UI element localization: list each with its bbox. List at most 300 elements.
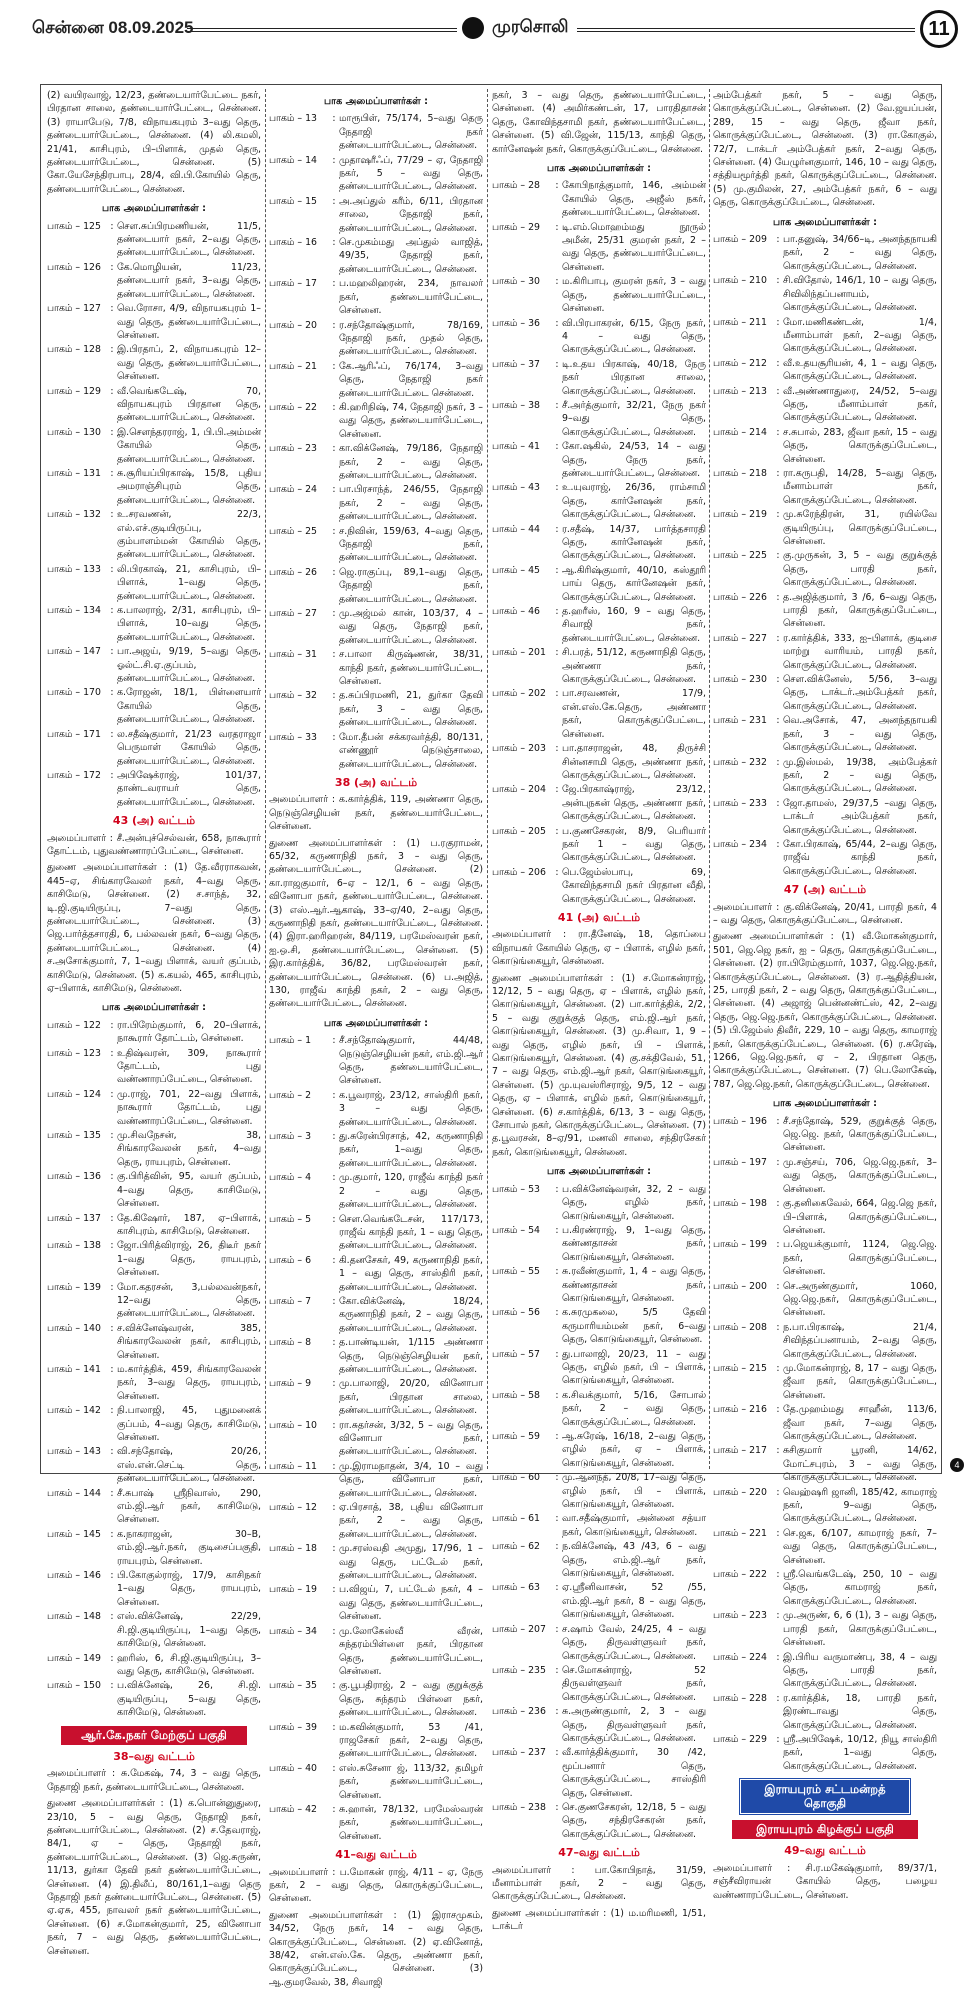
separator: :	[110, 1130, 114, 1142]
member-address: ப.ஜெயக்குமார், 1124, ஜெ.ஜெ. நகர், கொருக்குப்பேட்டை, சென்னை.	[783, 1239, 937, 1278]
part-number: பாகம் – 137	[47, 1212, 101, 1224]
member-address: ஜோ.பிரித்விராஜ், 26, திடீர் நகர் 1–வது தெரு, ராயபுரம், சென்னை.	[117, 1240, 261, 1279]
separator: :	[332, 1721, 336, 1733]
separator: :	[776, 838, 780, 850]
list-item	[269, 1460, 483, 1500]
part-number: பாகம் – 222	[713, 1569, 767, 1581]
member-address: மோ.மணிகண்டன், 1/4, மீனாம்பாள் நகர், 2–வது தெரு, கொருக்குப்பேட்டை, சென்னை.	[783, 316, 937, 355]
list-item	[713, 1486, 937, 1526]
part-number: பாகம் – 217	[713, 1445, 767, 1457]
part-number: பாகம் – 211	[713, 316, 767, 328]
ward-heading: 47–வது வட்டம்	[558, 1846, 640, 1860]
separator: :	[555, 1513, 559, 1525]
separator: :	[555, 441, 559, 453]
part-number: பாகம் – 219	[713, 509, 767, 521]
part-number: பாகம் – 42	[269, 1803, 317, 1815]
separator: :	[776, 1239, 780, 1251]
separator: :	[555, 1747, 559, 1759]
entry-list	[269, 1034, 483, 1843]
member-address: ர.சதீஷ், 14/37, பார்த்தசாரதி தெரு, கார்னேஷன் நகர், கொருக்குப்பேட்டை, சென்னை.	[562, 523, 706, 562]
section-heading: பாக அமைப்பாளர்கள் :	[772, 216, 878, 228]
part-number: பாகம் – 133	[47, 563, 101, 575]
member-address: கே.மொழியன், 11/23, தண்டையார் நகர், 3–வது தெரு, தண்டையார்பேட்டை, சென்னை.	[117, 261, 261, 300]
separator: :	[555, 1224, 559, 1236]
member-address: மாரூபிள், 75/174, 5–வது தெரு நேதாஜி நகர் தண்டையார்பேட்டை, சென்னை.	[339, 113, 483, 152]
separator: :	[110, 344, 114, 356]
part-number: பாகம் – 12	[269, 1502, 317, 1514]
member-address: ல.சதீஷ்குமார், 21/23 வரதராஜா பெருமாள் கோயில் தெரு, தண்டையார்பேட்டை, சென்னை.	[117, 728, 261, 767]
list-item	[492, 179, 706, 219]
part-number: பாகம் – 59	[492, 1431, 540, 1442]
member-address: ப.விக்னேஷ்வரன், 32, 2 – வது தெரு, எழில் நகர், கொடுங்கையூர், சென்னை.	[562, 1183, 706, 1222]
separator: :	[110, 509, 114, 521]
member-address: மு.சரஸ்வதி அமுது, 17/96, 1 – வது தெரு, பட்டேல் நகர், தண்டையார்பேட்டை, சென்னை.	[339, 1543, 483, 1582]
list-item	[492, 1581, 706, 1621]
separator: :	[776, 467, 780, 479]
list-item	[492, 1471, 706, 1511]
section-heading: பாக அமைப்பாளர்கள் :	[323, 1017, 429, 1029]
part-number: பாகம் – 131	[47, 467, 101, 479]
list-item	[492, 1306, 706, 1346]
list-item	[492, 399, 706, 439]
separator: :	[332, 1131, 336, 1143]
member-address: டி.எம்.மொஹம்மது நூருல் அமீன், 25/31 குமரன் நகர், 2 – வது தெரு, தண்டையார்பேட்டை, சென்னை.	[562, 221, 706, 273]
separator: :	[776, 426, 780, 438]
separator: :	[110, 467, 114, 479]
list-item	[713, 1444, 937, 1484]
member-address: கோபிநாத்குமார், 146, அம்மன் கோயில் தெரு, அஜீஸ் நகர், தண்டையார்பேட்டை, சென்னை.	[562, 180, 706, 219]
part-number: பாகம் – 46	[492, 606, 540, 618]
part-number: பாகம் – 26	[269, 566, 317, 578]
member-address: சௌ.சுப்பிரமணியன், 11/5, தண்டையார் நகர், 2–வது தெரு, தண்டையார்பேட்டை, சென்னை.	[117, 220, 261, 259]
member-address: பா.தாசராஜன், 48, திருச்சி சின்னசாமி தெரு, அண்ணா நகர், கொருக்குப்பேட்டை, சென்னை.	[562, 743, 706, 781]
member-address: மு.சுரேந்திரன், 31, ரயில்வே குடியிருப்பு, கொருக்குப்பேட்டை, சென்னை.	[783, 509, 937, 547]
part-number: பாகம் – 122	[47, 1019, 101, 1031]
part-number: பாகம் – 16	[269, 237, 317, 249]
column-2	[269, 89, 483, 1988]
member-address: பா.பிரசாந்த், 246/55, நேதாஜி நகர், 2 – வது தெரு, தண்டையார்பேட்டை, சென்னை.	[339, 484, 483, 523]
member-address: மு.மோகன்ராஜ், 8, 17 – வது தெரு, ஜீவா நகர், கொருக்குப்பேட்டை, சென்னை.	[783, 1362, 937, 1401]
member-address: சுசிகுமார் பூரனி, 14/62, மோட்சபுரம், 3 – வது தெரு, கொருக்குப்பேட்டை, சென்னை.	[783, 1445, 937, 1484]
date-line: சென்னை 08.09.2025	[32, 18, 194, 37]
list-item	[492, 646, 706, 686]
list-item	[713, 1568, 937, 1608]
part-number: பாகம் – 238	[492, 1801, 546, 1813]
member-address: ச.நிவின், 159/63, 4–வது தெரு, நேதாஜி நகர், தண்டையார்பேட்டை, சென்னை.	[339, 525, 483, 564]
list-item	[47, 1652, 261, 1679]
separator: :	[555, 688, 559, 700]
member-address: ந.பா.பிரகாஷ், 21/4, சிவிந்தப்பனாயம், 2–வது தெரு, கொருக்குப்பேட்டை, சென்னை.	[783, 1321, 937, 1360]
part-number: பாகம் – 34	[269, 1625, 317, 1637]
separator: :	[776, 715, 780, 727]
ward-heading: 38 (அ) வட்டம்	[334, 775, 418, 789]
list-item	[269, 236, 483, 276]
list-item	[269, 483, 483, 523]
member-address: மு.அஜ்மல் கான், 103/37, 4 – வது தெரு, நேதாஜி நகர், தண்டையார்பேட்டை, சென்னை.	[339, 608, 483, 646]
member-address: மோ.கதரசன், 3,பல்லவன்நகர், 12–வது தெரு, தண்டையார்பேட்டை, சென்னை.	[117, 1281, 261, 1320]
list-item	[492, 317, 706, 357]
part-number: பாகம் – 24	[269, 484, 317, 496]
list-item	[47, 1281, 261, 1321]
separator: :	[555, 1348, 559, 1360]
separator: :	[776, 509, 780, 521]
part-number: பாகம் – 6	[269, 1254, 312, 1266]
part-number: பாகம் – 7	[269, 1295, 312, 1307]
separator: :	[776, 591, 780, 603]
list-item	[492, 687, 706, 741]
member-address: மு.சஞ்சய், 706, ஜெ.ஜெ.நகர், 3–வது தெரு, கொருக்குப்பேட்டை, சென்னை.	[783, 1156, 937, 1195]
separator: :	[110, 1322, 114, 1334]
separator: :	[110, 1281, 114, 1293]
list-item	[269, 1762, 483, 1802]
column-1	[47, 89, 261, 1957]
member-address: வெ.அசோக், 47, அனந்தநாயகி நகர், 3 – வது தெரு, கொருக்குப்பேட்டை, சென்னை.	[783, 715, 937, 754]
separator: :	[110, 1405, 114, 1417]
page-number: 11	[920, 10, 958, 48]
list-item	[492, 1705, 706, 1745]
list-item	[269, 731, 483, 771]
member-address: செ.முகம்மது அப்துல் வாஜித், 49/35, நேதாஜி நகர், தண்டையார்பேட்டை, சென்னை.	[339, 237, 483, 275]
list-item	[713, 549, 937, 589]
list-item	[269, 1419, 483, 1459]
part-number: பாகம் – 63	[492, 1582, 540, 1594]
separator: :	[776, 674, 780, 686]
list-item	[492, 275, 706, 315]
continued-paragraph: (2) வயிரவாஜ், 12/23, தண்டையார்பேட்டை நகர், பிரதான சாலை, தண்டையார்பேட்டை, சென்னை. (3) ராயாபேடு, 7/8, விநாயகபுரம் 3–வது தெரு, தண்டையார்பேட்டை, சென்னை. (4) லி.கமலி, 21/41, காசிபுரம், பி–பிளாக், முதல் தெரு, தண்டையார்பேட்டை, சென்னை. (5) கோ.யேசேந்திரபாபு, 28/4, வி.பி.கோயில் தெரு, தண்டையார்பேட்டை, சென்னை.	[47, 90, 261, 195]
part-number: பாகம் – 30	[492, 276, 540, 288]
separator: :	[332, 1625, 336, 1637]
deputy-organisers: துணை அமைப்பாளர்கள் : (1) வீ.மோகன்குமார், 501, ஜெ.ஜெ நகர், ஐ – தெரு, கொருக்குப்பேட்டை, சென்னை. (2) ரா.பிரேம்குமார், 1037, ஜெ.ஜெ.நகர், கொருக்குப்பேட்டை, சென்னை. (3) ர.ஆதித்தியன், 25, பாரதி நகர், 2 – வது தெரு, கொருக்குப்பேட்டை, சென்னை. (4) அஜாஜ் பென்னண்ட்ஸ், 42, 2–வது தெரு, ஜெ.ஜெ.நகர், கொருக்குப்பேட்டை, சென்னை. (5) பி.ஜேம்ஸ் திவீர், 229, 10 – வது தெரு, காமராஜ் நகர், கொருக்குப்பேட்டை, சென்னை. (6) ர.சுரேஷ், 1266, ஜெ.ஜெ.நகர், ஏ – 2, பிரதான தெரு, கொருக்குப்பேட்டை, சென்னை. (7) பெ.லோகேஷ், 787, ஜெ.ஜெ.நகர், கொருக்குப்பேட்டை, சென்னை.	[713, 931, 937, 1090]
part-number: பாகம் – 2	[269, 1089, 312, 1101]
list-item	[713, 756, 937, 796]
separator: :	[332, 1254, 336, 1266]
separator: :	[776, 1198, 780, 1210]
separator: :	[110, 1363, 114, 1375]
part-number: பாகம் – 21	[269, 360, 317, 372]
separator: :	[332, 1762, 336, 1774]
list-item	[269, 1721, 483, 1761]
part-number: பாகம் – 127	[47, 303, 101, 315]
rising-sun-logo-icon	[462, 17, 484, 39]
list-item	[269, 442, 483, 482]
separator: :	[110, 220, 114, 232]
list-item	[713, 1197, 937, 1237]
list-item	[47, 1404, 261, 1444]
member-address: பா.தனுஷ், 34/66–டி, அனந்தநாயகி நகர், 2 – வது தெரு, கொருக்குப்பேட்டை, சென்னை.	[783, 234, 937, 272]
separator: :	[776, 1610, 780, 1622]
separator: :	[332, 154, 336, 166]
part-number: பாகம் – 123	[47, 1047, 101, 1059]
part-number: பாகம் – 14	[269, 154, 317, 166]
member-address: ச.சுபால், 283, ஜீவா நகர், 15 – வது தெரு, கொருக்குப்பேட்டை, சென்னை.	[783, 426, 937, 465]
separator: :	[110, 1171, 114, 1183]
separator: :	[555, 221, 559, 233]
member-address: சௌ.வெங்கடேசன், 117/173, ராஜீவ் காந்தி நகர், 1 – வது தெரு, தண்டையார்பேட்டை, சென்னை.	[339, 1213, 483, 1252]
part-number: பாகம் – 208	[713, 1321, 767, 1333]
list-item	[47, 769, 261, 809]
member-address: ந.விக்னேஷ், 43 /43, 6 – வது தெரு, எம்.ஜி.ஆர் நகர், கொடுங்கையூர், சென்னை.	[562, 1541, 706, 1580]
member-address: மு.இஸ்மல், 19/38, அம்பேத்கர் நகர், 2 – வது தெரு, கொருக்குப்பேட்டை, சென்னை.	[783, 756, 937, 795]
separator: :	[332, 690, 336, 702]
member-address: இ.பிரதாப், 2, விநாயகபுரம் 12–வது தெரு, தண்டையார்பேட்டை, சென்னை.	[117, 344, 261, 383]
entry-list	[492, 1183, 706, 1842]
separator: :	[110, 385, 114, 397]
list-item	[269, 1625, 483, 1679]
list-item	[713, 1527, 937, 1567]
entry-list	[47, 220, 261, 809]
part-number: பாகம் – 228	[713, 1692, 767, 1704]
separator: :	[555, 1472, 559, 1484]
separator: :	[332, 278, 336, 290]
list-item	[269, 648, 483, 688]
entry-list	[47, 1019, 261, 1720]
member-address: லி.பிரகாஷ், 21, காசிபுரம், பி–பிளாக், 1–வது தெரு, தண்டையார்பேட்டை, சென்னை.	[117, 563, 261, 602]
part-number: பாகம் – 205	[492, 825, 546, 837]
separator: :	[555, 1307, 559, 1319]
member-address: ப.கிரண்ராஜ், 9, 1–வது தெரு, கண்ணதாசன் நகர், கொடுங்கையூர், சென்னை.	[562, 1224, 706, 1263]
member-address: ச.பாலா கிருஷ்ணன், 38/31, காந்தி நகர், தண்டையார்பேட்டை, சென்னை.	[339, 649, 483, 688]
separator: :	[332, 1502, 336, 1514]
separator: :	[332, 1172, 336, 1184]
part-number: பாகம் – 4	[269, 1172, 312, 1184]
list-item	[269, 360, 483, 400]
list-item	[47, 508, 261, 562]
separator: :	[332, 1337, 336, 1349]
member-address: ம.கார்த்திக், 459, சிங்காரவேலன் நகர், 3–வது தெரு, ராயபுரம், சென்னை.	[117, 1363, 261, 1402]
part-number: பாகம் – 234	[713, 838, 767, 850]
entry-list	[492, 179, 706, 906]
separator: :	[776, 756, 780, 768]
member-address: சீ.சந்தோஷ், 529, குறுக்குத் தெரு, ஜெ.ஜெ. நகர், கொருக்குப்பேட்டை, சென்னை.	[783, 1115, 937, 1154]
part-number: பாகம் – 41	[492, 441, 540, 453]
part-number: பாகம் – 172	[47, 769, 101, 781]
member-address: ஆ.கிரிஷ்குமார், 40/10, கஸ்தூரி பாய் தெரு, கார்னேஷன் நகர், கொருக்குப்பேட்டை, சென்னை.	[562, 564, 706, 603]
organiser-line: அமைப்பாளர் : கு.விக்னேஷ், 20/41, பாரதி நகர், 4 – வது தெரு, கொருக்குப்பேட்டை, சென்னை.	[713, 901, 937, 926]
list-item	[269, 1336, 483, 1376]
list-item	[713, 1321, 937, 1361]
list-item	[713, 1280, 937, 1320]
part-number: பாகம் – 142	[47, 1405, 101, 1417]
separator: :	[776, 1651, 780, 1663]
member-address: சு.ரவீண்குமார், 1, 4 – வது தெரு, கண்ணதாசன் நகர், கொடுங்கையூர், சென்னை.	[562, 1266, 706, 1304]
list-item	[492, 1183, 706, 1223]
list-item	[47, 1569, 261, 1609]
list-item	[269, 566, 483, 606]
part-number: பாகம் – 146	[47, 1570, 101, 1582]
separator: :	[776, 385, 780, 397]
part-number: பாகம் – 203	[492, 743, 546, 755]
separator: :	[110, 1446, 114, 1458]
list-item	[269, 319, 483, 359]
list-item	[269, 154, 483, 194]
member-address: வீ.வெங்கடேஷ், 70, விநாயகபுரம் பிரதான தெரு, தண்டையார்பேட்டை, சென்னை.	[117, 385, 261, 424]
member-address: ச.ஷாம் வேல், 24/25, 4 – வது தெரு, திருவள்ளுவர் நகர், கொருக்குப்பேட்டை, சென்னை.	[562, 1623, 706, 1662]
member-address: ச.விக்னேஷ்வரன், 385, சிங்காரவேலன் நகர், காசிபுரம், சென்னை.	[117, 1322, 261, 1361]
member-address: ர.கார்த்திக், 18, பாரதி நகர், இரண்டாவது தெரு, கொருக்குப்பேட்டை, சென்னை.	[783, 1692, 937, 1731]
masthead	[22, 10, 962, 58]
part-number: பாகம் – 207	[492, 1623, 546, 1635]
list-item	[47, 1679, 261, 1719]
list-item	[713, 632, 937, 672]
ward-heading: 47 (அ) வட்டம்	[783, 883, 867, 897]
member-address: மு.இராமநாதன், 3/4, 10 – வது தெரு, வினோபா நகர், தண்டையார்பேட்டை, சென்னை.	[339, 1460, 483, 1499]
list-item	[47, 728, 261, 768]
member-address: மோ.தீபன் சக்கரவர்த்தி, 80/131, எண்ணூர் நெடுஞ்சாலை, தண்டையார்பேட்டை, சென்னை.	[339, 731, 483, 770]
list-item	[47, 645, 261, 685]
list-item	[713, 591, 937, 631]
part-number: பாகம் – 221	[713, 1527, 767, 1539]
column-3	[492, 89, 706, 1933]
member-address: நி.பாலாஜி, 45, புதுமனைக் குப்பம், 4–வது தெரு, காசிமேடு, சென்னை.	[117, 1405, 261, 1443]
separator: :	[110, 303, 114, 315]
separator: :	[776, 1733, 780, 1745]
separator: :	[332, 608, 336, 620]
member-address: க.சுரமுகலை, 5/5 தேவி கருமாரியம்மன் நகர், 6–வது தெரு, கொடுங்கையூர், சென்னை.	[562, 1307, 706, 1346]
member-address: கு.முருகன், 3, 5 – வது குறுக்குத் தெரு, பாரதி நகர், கொருக்குப்பேட்டை, சென்னை.	[783, 550, 937, 589]
separator: :	[332, 113, 336, 125]
member-address: ஏ.ஸ்ரீனிவாசன், 52 /55, எம்.ஜி.ஆர் நகர், 8 – வது தெரு, கொடுங்கையூர், சென்னை.	[562, 1582, 706, 1621]
list-item	[492, 1389, 706, 1429]
organiser-line: அமைப்பாளர் : பா.கோபிநாத், 31/59, மீனாம்பாள் நகர், 2 – வது தெரு, கொருக்குப்பேட்டை, சென்னை.	[492, 1864, 706, 1903]
part-number: பாகம் – 38	[492, 399, 540, 411]
separator: :	[776, 1527, 780, 1539]
part-number: பாகம் – 126	[47, 261, 101, 273]
separator: :	[776, 797, 780, 809]
member-address: இ.பிரிய வருமாண்பு, 38, 4 – வது தெரு, பாரதி நகர், கொருக்குப்பேட்டை, சென்னை.	[783, 1651, 937, 1690]
member-address: ஜெ.ராகுப்பு, 89,1–வது தெரு, நேதாஜி நகர், தண்டையார்பேட்டை, சென்னை.	[339, 566, 483, 605]
part-number: பாகம் – 212	[713, 357, 767, 369]
separator: :	[555, 743, 559, 755]
part-number: பாகம் – 204	[492, 784, 546, 796]
member-address: அ.அப்துல் கரீம், 6/11, பிரதான சாலை, நேதாஜி நகர், தண்டையார்பேட்டை, சென்னை.	[339, 195, 483, 234]
ward-heading: 38–வது வட்டம்	[113, 1749, 195, 1763]
part-number: பாகம் – 13	[269, 113, 317, 125]
list-item	[492, 358, 706, 398]
member-address: செ.ஜக, 6/107, காமராஜ் நகர், 7–வது தெரு, கொருக்குப்பேட்டை, சென்னை.	[783, 1527, 937, 1566]
separator: :	[776, 1486, 780, 1498]
part-number: பாகம் – 141	[47, 1363, 101, 1375]
list-item	[269, 1377, 483, 1417]
part-number: பாகம் – 226	[713, 591, 767, 603]
part-number: பாகம் – 136	[47, 1171, 101, 1183]
list-item	[492, 440, 706, 480]
list-item	[492, 523, 706, 563]
deputy-organisers: துணை அமைப்பாளர்கள் : (1) க.பொன்னுதுரை, 23/10, 5 – வது தெரு, நேதாஜி நகர், தண்டையார்பேட்டை, சென்னை. (2) ச.தேவராஜ், 84/1, ஏ – தெரு, நேதாஜி நகர், தண்டையார்பேட்டை, சென்னை. (3) ஜெ.சுருண், 11/13, துர்கா தேவி நகர் தண்டையார்பேட்டை, சென்னை. (4) இ.திலீப், 80/161,1–வது தெரு நேதாஜி நகர் தண்டையார்பேட்டை, சென்னை. (5) ஏ.ஏசு, 455, நாவலர் நகர் தண்டையார்பேட்டை, சென்னை. (6) ச.மோகன்குமார், 25, வினோபா நகர், 7 – வது தெரு, தண்டையார்பேட்டை, சென்னை.	[47, 1798, 261, 1957]
list-item	[47, 1129, 261, 1169]
part-number: பாகம் – 170	[47, 687, 101, 699]
part-number: பாகம் – 138	[47, 1240, 101, 1252]
ward-heading: 49–வது வட்டம்	[784, 1844, 866, 1858]
section-heading: பாக அமைப்பாளர்கள் :	[772, 1098, 878, 1110]
entry-list	[713, 1115, 937, 1774]
separator: :	[332, 195, 336, 207]
part-number: பாகம் – 206	[492, 866, 546, 878]
part-number: பாகம் – 236	[492, 1706, 546, 1718]
member-address: ஜே.பிரகாஷ்ராஜ், 23/12, அன்புநகன் தெரு, அண்ணா நகர், கொருக்குப்பேட்டை, சென்னை.	[562, 784, 706, 823]
ward-heading: 43 (அ) வட்டம்	[112, 814, 196, 828]
member-address: த.அஜித்குமார், 3 /6, 6–வது தெரு, பாரதி நகர், கொருக்குப்பேட்டை, சென்னை.	[783, 591, 937, 630]
constituency-banner: இராயபுரம் சட்டமன்றத் தொகுதி	[740, 1779, 910, 1814]
separator: :	[110, 1212, 114, 1224]
member-address: து.சுரேன்பிரசாத், 42, கருணாநிதி நகர், 1–வது தெரு, தண்டையார்பேட்டை, சென்னை.	[339, 1131, 483, 1169]
separator: :	[776, 357, 780, 369]
member-address: ப.குணசேகரன், 8/9, பெரியார் நகர் 1 – வது தெரு, கொருக்குப்பேட்டை, சென்னை.	[562, 825, 706, 864]
list-item	[269, 607, 483, 647]
deputy-organisers: துணை அமைப்பாளர்கள் : (1) ம.மரிமணி, 1/51, டாக்டர்	[492, 1907, 706, 1933]
separator: :	[110, 1019, 114, 1031]
part-number: பாகம் – 40	[269, 1762, 317, 1774]
separator: :	[332, 1460, 336, 1472]
part-number: பாகம் – 134	[47, 605, 101, 617]
member-address: வி.பிரபாகரன், 6/15, நேரு நகர், 4 – வது தெரு, கொருக்குப்பேட்டை, சென்னை.	[562, 317, 706, 356]
part-number: பாகம் – 37	[492, 358, 540, 370]
separator: :	[555, 399, 559, 411]
separator: :	[555, 1623, 559, 1635]
member-address: டி.உதய பிரகாஷ், 40/18, நேரு நகர் பிரதான சாலை, கொருக்குப்பேட்டை, சென்னை.	[562, 358, 706, 397]
list-item	[269, 525, 483, 565]
part-number: பாகம் – 17	[269, 278, 317, 290]
list-item	[47, 1047, 261, 1087]
part-number: பாகம் – 147	[47, 646, 101, 658]
separator: :	[776, 1404, 780, 1416]
part-number: பாகம் – 143	[47, 1446, 101, 1458]
list-item	[713, 797, 937, 837]
separator: :	[332, 1213, 336, 1225]
organiser-line: அமைப்பாளர் : ப.மோகன் ராஜ், 4/11 – ஏ, நேரு நகர், 2 – வது தெரு, கொருக்குப்பேட்டை, சென்னை.	[269, 1866, 483, 1905]
separator: :	[555, 1664, 559, 1676]
list-item	[269, 1254, 483, 1294]
list-item	[713, 714, 937, 754]
part-number: பாகம் – 225	[713, 550, 767, 562]
list-item	[713, 1238, 937, 1278]
list-item	[713, 1692, 937, 1732]
organiser-line: அமைப்பாளர் : ரா.தீனேஷ், 18, தொப்பை விநாயகர் கோயில் தெரு, ஏ – பிளாக், எழில் நகர், கொடுங்கையூர், சென்னை.	[492, 929, 706, 968]
separator: :	[776, 1692, 780, 1704]
member-address: ஏ.பிரசாத், 38, புதிய வினோபா நகர், 2 – வது தெரு, தண்டையார்பேட்டை, சென்னை.	[339, 1502, 483, 1540]
separator: :	[110, 687, 114, 699]
separator: :	[110, 1047, 114, 1059]
part-number: பாகம் – 129	[47, 385, 101, 397]
list-item	[492, 1540, 706, 1580]
member-address: ர.கார்த்திக், 333, ஐ–பிளாக், குடிசை மாற்று வாரியம், பாரதி நகர், கொருக்குப்பேட்டை, சென்னை.	[783, 632, 937, 671]
list-item	[713, 233, 937, 273]
member-address: து.பாலாஜி, 20/23, 11 – வது தெரு, எழில் நகர், பி – பிளாக், கொடுங்கையூர், சென்னை.	[562, 1348, 706, 1387]
separator: :	[555, 1431, 559, 1442]
member-address: க.சிவக்குமார், 5/16, சோபால் நகர், 2 – வது தெரு, கொருக்குப்பேட்டை, சென்னை.	[562, 1389, 706, 1428]
separator: :	[555, 482, 559, 494]
member-address: மு.சிவநேசன், 38, சிங்காரவேலன் நகர், 4–வது தெரு, ராயபுரம், சென்னை.	[117, 1130, 261, 1168]
list-item	[492, 605, 706, 645]
list-item	[492, 1348, 706, 1388]
part-number: பாகம் – 233	[713, 797, 767, 809]
separator: :	[776, 1569, 780, 1581]
part-number: பாகம் – 231	[713, 715, 767, 727]
part-number: பாகம் – 35	[269, 1680, 317, 1692]
masthead-rule-left	[187, 28, 457, 32]
member-address: சு.ஹான், 78/132, பரமேஸ்வரன் நகர், தண்டையார்பேட்டை, சென்னை.	[339, 1803, 483, 1842]
separator: :	[332, 319, 336, 331]
part-number: பாகம் – 60	[492, 1472, 540, 1484]
section-heading: பாக அமைப்பாளர்கள் :	[101, 1002, 207, 1014]
part-number: பாகம் – 139	[47, 1281, 101, 1293]
list-item	[269, 112, 483, 152]
part-number: பாகம் – 232	[713, 756, 767, 768]
part-number: பாகம் – 199	[713, 1239, 767, 1251]
list-item	[269, 1034, 483, 1088]
list-item	[492, 1512, 706, 1539]
list-item	[47, 604, 261, 644]
list-item	[492, 742, 706, 782]
